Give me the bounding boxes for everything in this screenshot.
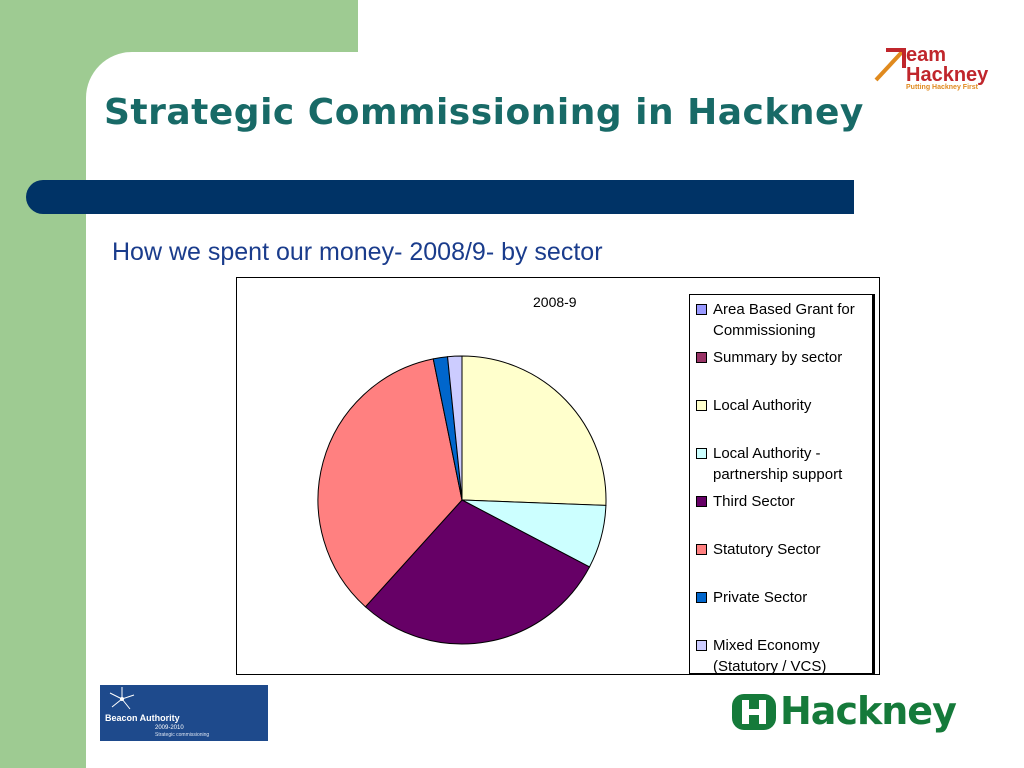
legend-item: [696, 299, 874, 341]
legend-swatch: [696, 448, 707, 459]
beacon-authority-logo: [100, 685, 268, 741]
legend-swatch: [696, 544, 707, 555]
beacon-subtitle: Strategic commissioning: [155, 732, 210, 738]
legend-label: Area Based Grant for Commissioning: [713, 301, 855, 339]
pie-slice-2: [462, 356, 606, 505]
legend-item: [696, 587, 874, 608]
legend-label: Private Sector: [713, 589, 808, 606]
hackney-h-emblem-icon: [732, 694, 776, 730]
legend-swatch: [696, 496, 707, 507]
legend-item: [696, 395, 874, 416]
legend-swatch: [696, 352, 707, 363]
legend-swatch: [696, 592, 707, 603]
team-hackney-logo: [872, 44, 1000, 98]
legend-label: Local Authority: [713, 397, 812, 414]
team-hackney-line2: Hackney: [906, 64, 989, 86]
title-underline-bar: [26, 180, 854, 214]
legend-item: [696, 491, 874, 512]
legend-label: Third Sector: [713, 493, 795, 510]
legend-swatch: [696, 304, 707, 315]
page-title: Strategic Commissioning in Hackney: [104, 92, 864, 133]
legend-label: Local Authority - partnership support: [713, 445, 843, 483]
beacon-name: Beacon Authority: [105, 713, 180, 723]
legend-swatch: [696, 640, 707, 651]
legend-item: [696, 635, 874, 677]
pie-chart: [236, 277, 880, 675]
legend-swatch: [696, 400, 707, 411]
legend-label: Statutory Sector: [713, 541, 821, 558]
legend-label: Mixed Economy (Statutory / VCS): [713, 637, 827, 675]
hackney-council-logo: [732, 688, 982, 736]
chart-title: 2008-9: [533, 294, 577, 310]
chart-legend: [689, 294, 875, 674]
beacon-star-icon: [100, 685, 160, 715]
hackney-wordmark: Hackney: [780, 689, 956, 733]
legend-label: Summary by sector: [713, 349, 843, 366]
legend-item: [696, 443, 874, 485]
slide-subtitle: How we spent our money- 2008/9- by sector: [112, 238, 603, 266]
beacon-years: 2009-2010: [155, 725, 184, 731]
pie-chart-plot: [237, 278, 687, 674]
team-hackney-tagline: Putting Hackney First: [906, 84, 978, 91]
legend-item: [696, 539, 874, 560]
team-hackney-line1: eam: [906, 44, 947, 66]
legend-item: [696, 347, 874, 368]
